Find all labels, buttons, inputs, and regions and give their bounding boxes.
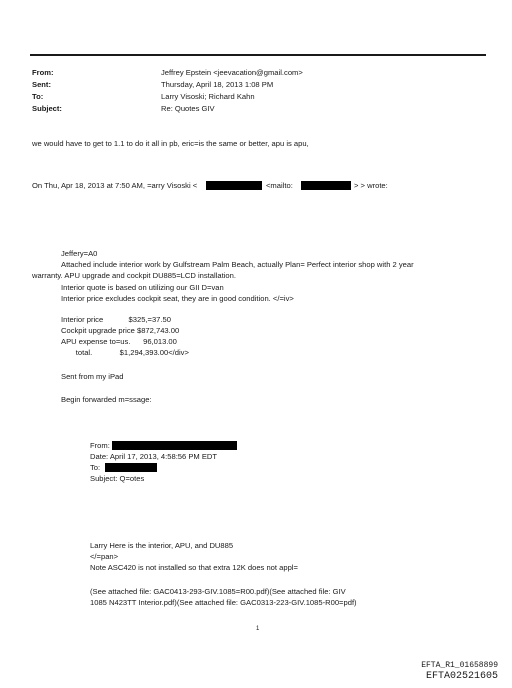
redaction-block [301,181,351,190]
sent-label: Sent: [32,80,51,89]
to-value: Larry Visoski; Richard Kahn [161,92,255,101]
quote-intro-end: > > wrote: [354,181,388,190]
attachment-line: (See attached file: GAC0413-293-GIV.1085=R00.pdf)(See attached file: GIV [90,587,346,596]
redaction-block [206,181,262,190]
signature: Sent from my iPad [61,372,124,381]
price-row: Cockpit upgrade price $872,743.00 [61,326,180,335]
subject-label: Subject: [32,104,62,113]
greeting: Jeffery=A0 [61,249,98,258]
from-label: From: [32,68,54,77]
bates-id-small: EFTA_R1_01658899 [421,661,498,670]
price-row: total. $1,294,393.00</div> [61,348,189,357]
paragraph-line: warranty. APU upgrade and cockpit DU885=LCD installation. [32,271,236,280]
price-row: APU expense to=us. 96,013.00 [61,337,177,346]
sent-value: Thursday, April 18, 2013 1:08 PM [161,80,274,89]
fwd-from-label: From: [90,441,110,450]
quote-intro-mailto: <mailto: [266,181,293,190]
redaction-block [105,463,157,472]
page-number: 1 [256,626,260,632]
header-rule [30,54,486,56]
subject-value: Re: Quotes GIV [161,104,215,113]
forwarded-label: Begin forwarded m=ssage: [61,395,152,404]
paragraph-line: Interior price excludes cockpit seat, they are in good condition. </=iv> [61,294,294,303]
paragraph-line: Interior quote is based on utilizing our GII D=van [61,283,224,292]
fwd-message-line: Note ASC420 is not installed so that extra 12K does not appl= [90,563,298,572]
fwd-message-line: </=pan> [90,552,119,561]
fwd-to-label: To: [90,463,101,472]
to-label: To: [32,92,44,101]
from-value: Jeffrey Epstein <jeevacation@gmail.com> [161,68,303,77]
attachment-line: 1085 N423TT Interior.pdf)(See attached file: GAC0313-223-GIV.1085-R00=pdf) [90,598,357,607]
fwd-subject: Subject: Q=otes [90,474,145,483]
quote-intro-start: On Thu, Apr 18, 2013 at 7:50 AM, =arry Visoski < [32,181,198,190]
paragraph-line: Attached include interior work by Gulfstream Palm Beach, actually Plan= Perfect interior shop with 2 year [61,260,414,269]
fwd-date: Date: April 17, 2013, 4:58:56 PM EDT [90,452,218,461]
price-row: Interior price $325,=37.50 [61,315,171,324]
bates-id-large: EFTA02521605 [425,671,498,682]
fwd-message-line: Larry Here is the interior, APU, and DU885 [90,541,234,550]
reply-text: we would have to get to 1.1 to do it all in pb, eric=is the same or better, apu is apu, [32,139,309,148]
redaction-block [112,441,237,450]
